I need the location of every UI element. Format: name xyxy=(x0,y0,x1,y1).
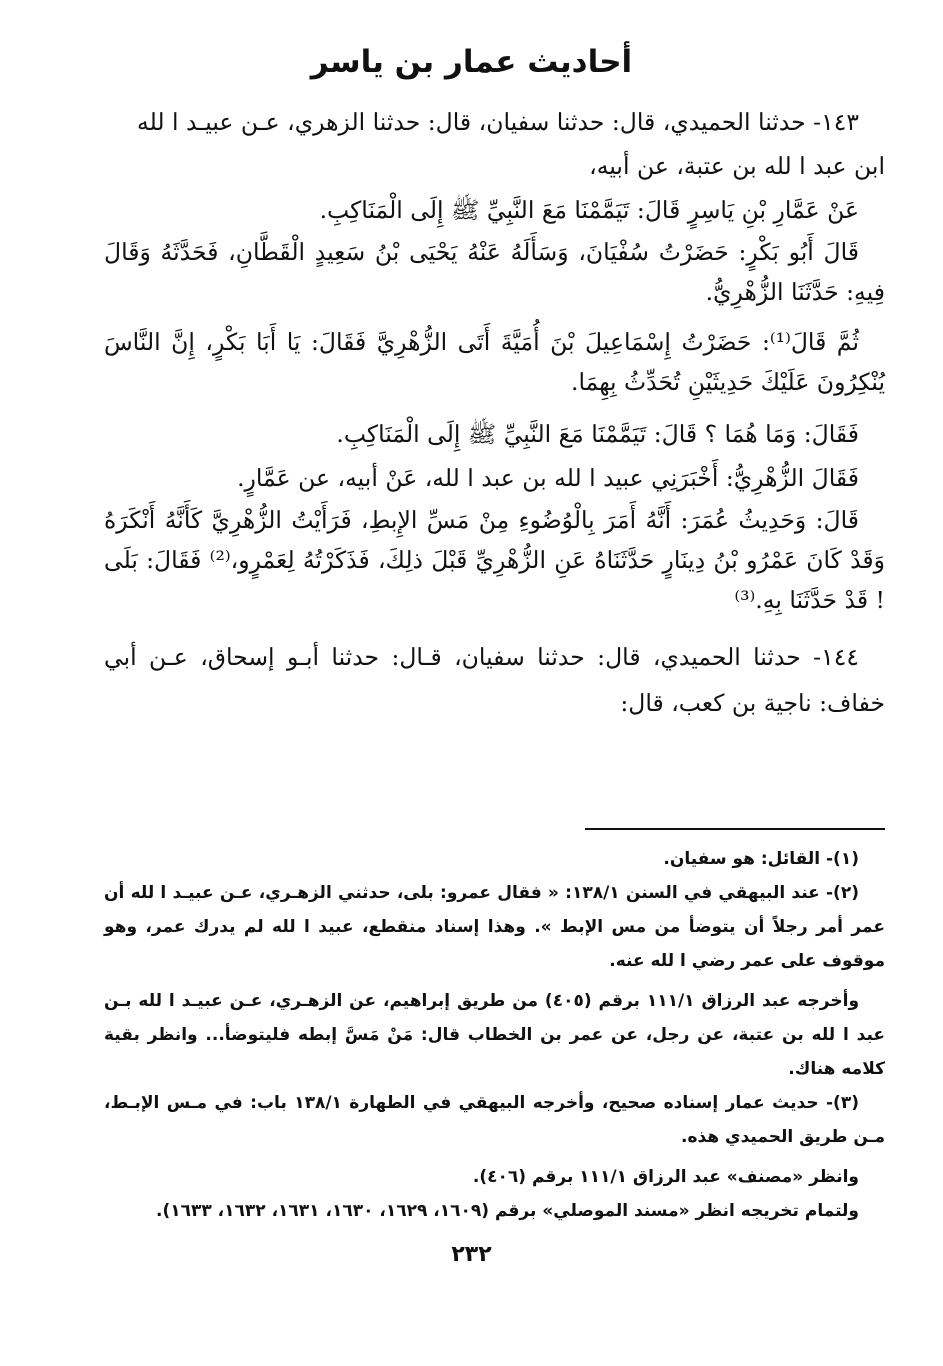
footnotes xyxy=(104,842,885,1228)
hadith-143-umar-paragraph: قَالَ: وَحَدِيثُ عُمَرَ: أَنَّهُ أَمَرَ بِالْوُضُوءِ مِنْ مَسِّ الإِبطِ، فَرَأَيْتُ الزُّهْرِيَّ كَأَنَّهُ أَنْكَرَهُ وَقَدْ كَانَ عَمْرُو بْنُ دِينَارٍ حَدَّثَنَاهُ عَنِ الزُّهْرِيِّ قَبْلَ ذلِكَ، فَذَكَرْتُهُ لِعَمْرٍو،⁽²⁾ فَقَالَ: بَلَى ! قَدْ حَدَّثَنَا بِهِ.⁽³⁾ xyxy=(104,506,885,614)
hadith-143-thumma-qal-paragraph: ثُمَّ قَالَ⁽¹⁾: حَضَرْتُ إِسْمَاعِيلَ بْنَ أُمَيَّةَ أَتَى الزُّهْرِيَّ فَقَالَ: يَا أَبَا بَكْرٍ، إِنَّ النَّاسَ يُنْكِرُونَ عَلَيْكَ حَدِيثَيْنِ تُحَدِّثُ بِهِمَا. xyxy=(104,328,885,396)
main-text xyxy=(104,100,885,726)
footnote-1: (١)- القائل: هو سفيان. xyxy=(663,849,859,869)
page-title: أحاديث عمار بن ياسر xyxy=(310,44,633,80)
footnote-3-mawsili: ولتمام تخريجه انظر «مسند الموصلي» برقم (١٦٠٩، ١٦٢٩، ١٦٣٠، ١٦٣١، ١٦٣٢، ١٦٣٣). xyxy=(156,1201,859,1221)
hadith-143-fa-qal-paragraph: فَقَالَ: وَمَا هُمَا ؟ قَالَ: تَيَمَّمْنَا مَعَ النَّبِيِّ ﷺ إِلَى الْمَنَاكِبِ. xyxy=(336,420,859,448)
footnote-divider xyxy=(585,828,885,830)
hadith-143-isnad-line-1: ١٤٣- حدثنا الحميدي، قال: حدثنا سفيان، قال: حدثنا الزهري، عـن عبيـد ا لله xyxy=(137,108,859,136)
hadith-143-zuhri-paragraph: فَقَالَ الزُّهْرِيُّ: أَخْبَرَنِي عبيد ا لله بن عبد ا لله، عَنْ أبيه، عن عَمَّارٍ. xyxy=(237,464,859,492)
page-number: ٢٣٢ xyxy=(451,1242,492,1267)
hadith-143-abu-bakr-paragraph: قَالَ أَبُو بَكْرٍ: حَضَرْتُ سُفْيَانَ، وَسَأَلَهُ عَنْهُ يَحْيَى بْنُ سَعِيدٍ الْقَطَّانِ، فَحَدَّثَهُ وَقَالَ فِيهِ: حَدَّثَنَا الزُّهْرِيُّ. xyxy=(104,238,885,306)
footnote-2-continuation: وأخرجه عبد الرزاق ١١١/١ برقم (٤٠٥) من طريق إبراهيم، عن الزهـري، عـن عبيـد ا لله بـن عبد ا لله بن عتبة، عن رجل، عن عمر بن الخطاب قال: مَنْ مَسَّ إبطه فليتوضأ... وانظر بقية كلامه هناك. xyxy=(104,991,885,1079)
footnote-3: (٣)- حديث عمار إسناده صحيح، وأخرجه البيهقي في الطهارة ١٣٨/١ باب: في مـس الإبـط، مـن طريق الحميدي هذه. xyxy=(104,1093,885,1147)
footnote-3-musannaf: وانظر «مصنف» عبد الرزاق ١١١/١ برقم (٤٠٦). xyxy=(472,1167,859,1187)
hadith-144-text: ١٤٤- حدثنا الحميدي، قال: حدثنا سفيان، قـال: حدثنا أبـو إسحاق، عـن أبي خفاف: ناجية بن كعب، قال: xyxy=(104,643,885,717)
hadith-143-isnad-line-2: ابن عبد ا لله بن عتبة، عن أبيه، xyxy=(589,152,885,180)
footnote-2: (٢)- عند البيهقي في السنن ١٣٨/١: « فقال عمرو: بلى، حدثني الزهـري، عـن عبيـد ا لله أن عمر أمر رجلاً أن يتوضأ من مس الإبط ». وهذا إسناد منقطع، عبيد ا لله لم يدرك عمر، وهو موقوف على عمر رضي ا لله عنه. xyxy=(104,883,885,971)
hadith-143-matn: عَنْ عَمَّارِ بْنِ يَاسِرٍ قَالَ: تَيَمَّمْنَا مَعَ النَّبِيِّ ﷺ إِلَى الْمَنَاكِبِ. xyxy=(319,196,859,224)
